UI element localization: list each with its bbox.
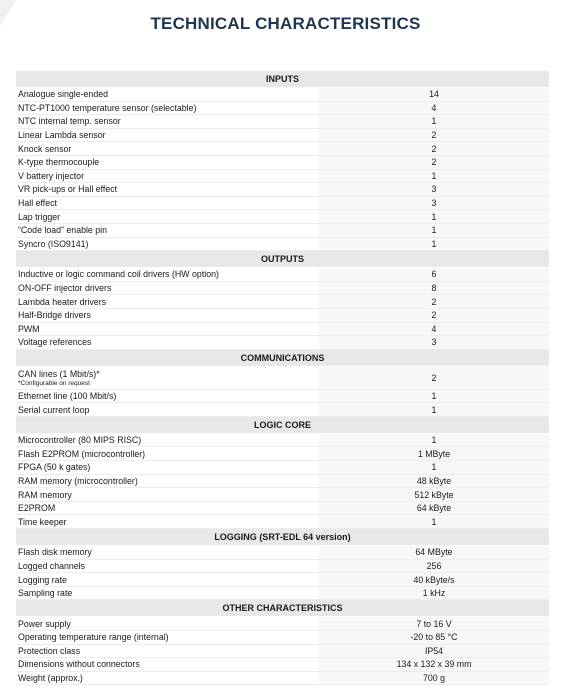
spec-label	[16, 461, 319, 475]
spec-label	[16, 573, 319, 587]
spec-label-text: Inductive or logic command coil drivers (HW option)	[18, 269, 219, 280]
table-row	[16, 128, 549, 142]
table-row	[16, 88, 549, 102]
spec-label-text: ON-OFF injector drivers	[18, 283, 112, 294]
spec-label-text: Time keeper	[18, 516, 67, 527]
spec-value: 1	[319, 115, 549, 129]
table-row	[16, 389, 549, 403]
spec-value: 3	[319, 196, 549, 210]
section-heading: OTHER CHARACTERISTICS	[16, 600, 549, 617]
table-row	[16, 433, 549, 447]
section-heading: LOGIC CORE	[16, 416, 549, 433]
table-row	[16, 101, 549, 115]
table-row	[16, 237, 549, 251]
spec-label-text: Lap trigger	[18, 211, 61, 222]
spec-value: 1	[319, 389, 549, 403]
spec-label-text: Sampling rate	[18, 588, 73, 599]
table-row	[16, 366, 549, 389]
spec-label	[16, 474, 319, 488]
spec-value: 8	[319, 281, 549, 295]
spec-label	[16, 389, 319, 403]
section-heading: LOGGING (SRT-EDL 64 version)	[16, 529, 549, 546]
spec-value: 134 x 132 x 39 mm	[319, 658, 549, 672]
spec-label-text: Analogue single-ended	[18, 89, 108, 100]
table-row	[16, 515, 549, 529]
spec-value: 4	[319, 101, 549, 115]
spec-label	[16, 128, 319, 142]
table-row	[16, 403, 549, 417]
section-header	[16, 600, 549, 617]
spec-label-text: Dimensions without connectors	[18, 659, 140, 670]
table-row	[16, 447, 549, 461]
spec-label	[16, 223, 319, 237]
spec-value: 2	[319, 366, 549, 389]
table-row	[16, 671, 549, 685]
spec-label	[16, 559, 319, 573]
table-row	[16, 474, 549, 488]
spec-label	[16, 586, 319, 600]
spec-value: 14	[319, 88, 549, 102]
table-row	[16, 169, 549, 183]
spec-value: 1	[319, 515, 549, 529]
section-header	[16, 251, 549, 268]
spec-label-text: Flash E2PROM (microcontroller)	[18, 448, 146, 459]
spec-label	[16, 658, 319, 672]
spec-value: 1	[319, 433, 549, 447]
table-row	[16, 115, 549, 129]
spec-label	[16, 322, 319, 336]
table-row	[16, 196, 549, 210]
spec-value: 3	[319, 336, 549, 350]
spec-label-text: Protection class	[18, 645, 81, 656]
spec-label	[16, 281, 319, 295]
spec-label-text: Ethernet line (100 Mbit/s)	[18, 390, 117, 401]
spec-label-text: Lambda heater drivers	[18, 296, 107, 307]
spec-value: 6	[319, 268, 549, 282]
spec-label	[16, 196, 319, 210]
section-heading: COMMUNICATIONS	[16, 349, 549, 366]
spec-label-text: VR pick-ups or Hall effect	[18, 184, 118, 195]
table-row	[16, 501, 549, 515]
table-row	[16, 142, 549, 156]
spec-value: 700 g	[319, 671, 549, 685]
spec-value: 1	[319, 237, 549, 251]
section-heading: INPUTS	[16, 71, 549, 88]
spec-label	[16, 308, 319, 322]
spec-label-text: Logged channels	[18, 560, 86, 571]
table-row	[16, 210, 549, 224]
spec-label	[16, 169, 319, 183]
spec-label-text: CAN lines (1 Mbit/s)*	[18, 369, 100, 380]
spec-label-text: Knock sensor	[18, 143, 72, 154]
spec-value: 7 to 16 V	[319, 617, 549, 631]
spec-label	[16, 142, 319, 156]
spec-label-text: Weight (approx.)	[18, 673, 83, 684]
spec-label	[16, 268, 319, 282]
table-row	[16, 546, 549, 560]
table-row	[16, 336, 549, 350]
spec-label	[16, 210, 319, 224]
spec-value: 2	[319, 308, 549, 322]
section-header	[16, 529, 549, 546]
spec-label-text: PWM	[18, 323, 40, 334]
spec-label	[16, 183, 319, 197]
table-row	[16, 573, 549, 587]
spec-label	[16, 631, 319, 645]
spec-label	[16, 88, 319, 102]
spec-label	[16, 366, 319, 389]
spec-value: 512 kByte	[319, 488, 549, 502]
spec-value: 4	[319, 322, 549, 336]
spec-label-text: Logging rate	[18, 574, 67, 585]
spec-label-text: Flash disk memory	[18, 547, 92, 558]
spec-value: 1	[319, 169, 549, 183]
spec-label	[16, 295, 319, 309]
table-row	[16, 461, 549, 475]
spec-label	[16, 617, 319, 631]
table-row	[16, 658, 549, 672]
table-row	[16, 155, 549, 169]
spec-label-text: RAM memory	[18, 489, 72, 500]
table-row	[16, 281, 549, 295]
spec-label	[16, 501, 319, 515]
table-row	[16, 223, 549, 237]
spec-table	[16, 71, 549, 685]
spec-value: 64 MByte	[319, 546, 549, 560]
spec-label-text: NTC-PT1000 temperature sensor (selectable)	[18, 102, 197, 113]
spec-label-text: K-type thermocouple	[18, 157, 100, 168]
spec-value: 2	[319, 142, 549, 156]
spec-label-text: Microcontroller (80 MIPS RISC)	[18, 435, 142, 446]
spec-label	[16, 488, 319, 502]
spec-value: IP54	[319, 644, 549, 658]
table-row	[16, 488, 549, 502]
table-row	[16, 295, 549, 309]
spec-label-text: E2PROM	[18, 503, 56, 514]
section-heading: OUTPUTS	[16, 251, 549, 268]
spec-label-text: RAM memory (microcontroller)	[18, 475, 138, 486]
table-row	[16, 631, 549, 645]
spec-value: 1 kHz	[319, 586, 549, 600]
spec-label	[16, 546, 319, 560]
spec-value: 2	[319, 295, 549, 309]
table-row	[16, 183, 549, 197]
spec-label	[16, 336, 319, 350]
spec-label	[16, 433, 319, 447]
spec-label-text: Hall effect	[18, 198, 57, 209]
spec-label-text: Power supply	[18, 618, 71, 629]
spec-note: *Configurable on request	[18, 380, 90, 388]
spec-value: -20 to 85 °C	[319, 631, 549, 645]
spec-label-text: Voltage references	[18, 337, 92, 348]
table-row	[16, 322, 549, 336]
spec-label-text: Half-Bridge drivers	[18, 310, 91, 321]
spec-label-text: “Code load” enable pin	[18, 225, 108, 236]
spec-value: 48 kByte	[319, 474, 549, 488]
spec-value: 3	[319, 183, 549, 197]
spec-value: 1	[319, 210, 549, 224]
table-row	[16, 644, 549, 658]
table-row	[16, 617, 549, 631]
table-row	[16, 586, 549, 600]
spec-label-text: Operating temperature range (internal)	[18, 632, 169, 643]
spec-value: 256	[319, 559, 549, 573]
spec-label-text: NTC internal temp. sensor	[18, 116, 121, 127]
table-row	[16, 268, 549, 282]
spec-value: 2	[319, 128, 549, 142]
spec-label-text: Serial current loop	[18, 404, 90, 415]
spec-label	[16, 644, 319, 658]
spec-label	[16, 515, 319, 529]
spec-label	[16, 101, 319, 115]
table-row	[16, 308, 549, 322]
spec-label-text: FPGA (50 k gates)	[18, 462, 91, 473]
spec-value: 40 kByte/s	[319, 573, 549, 587]
spec-label	[16, 403, 319, 417]
spec-label-text: V battery injector	[18, 170, 85, 181]
spec-label-text: Syncro (ISO9141)	[18, 238, 89, 249]
section-header	[16, 416, 549, 433]
spec-label	[16, 115, 319, 129]
spec-label	[16, 155, 319, 169]
spec-value: 1	[319, 461, 549, 475]
spec-label	[16, 447, 319, 461]
spec-value: 1	[319, 403, 549, 417]
spec-value: 1 MByte	[319, 447, 549, 461]
section-header	[16, 349, 549, 366]
page-title: TECHNICAL CHARACTERISTICS	[150, 14, 421, 33]
spec-value: 2	[319, 155, 549, 169]
spec-value: 1	[319, 223, 549, 237]
table-row	[16, 559, 549, 573]
spec-label-text: Linear Lambda sensor	[18, 130, 106, 141]
section-header	[16, 71, 549, 88]
spec-label	[16, 237, 319, 251]
spec-label	[16, 671, 319, 685]
spec-value: 64 kByte	[319, 501, 549, 515]
